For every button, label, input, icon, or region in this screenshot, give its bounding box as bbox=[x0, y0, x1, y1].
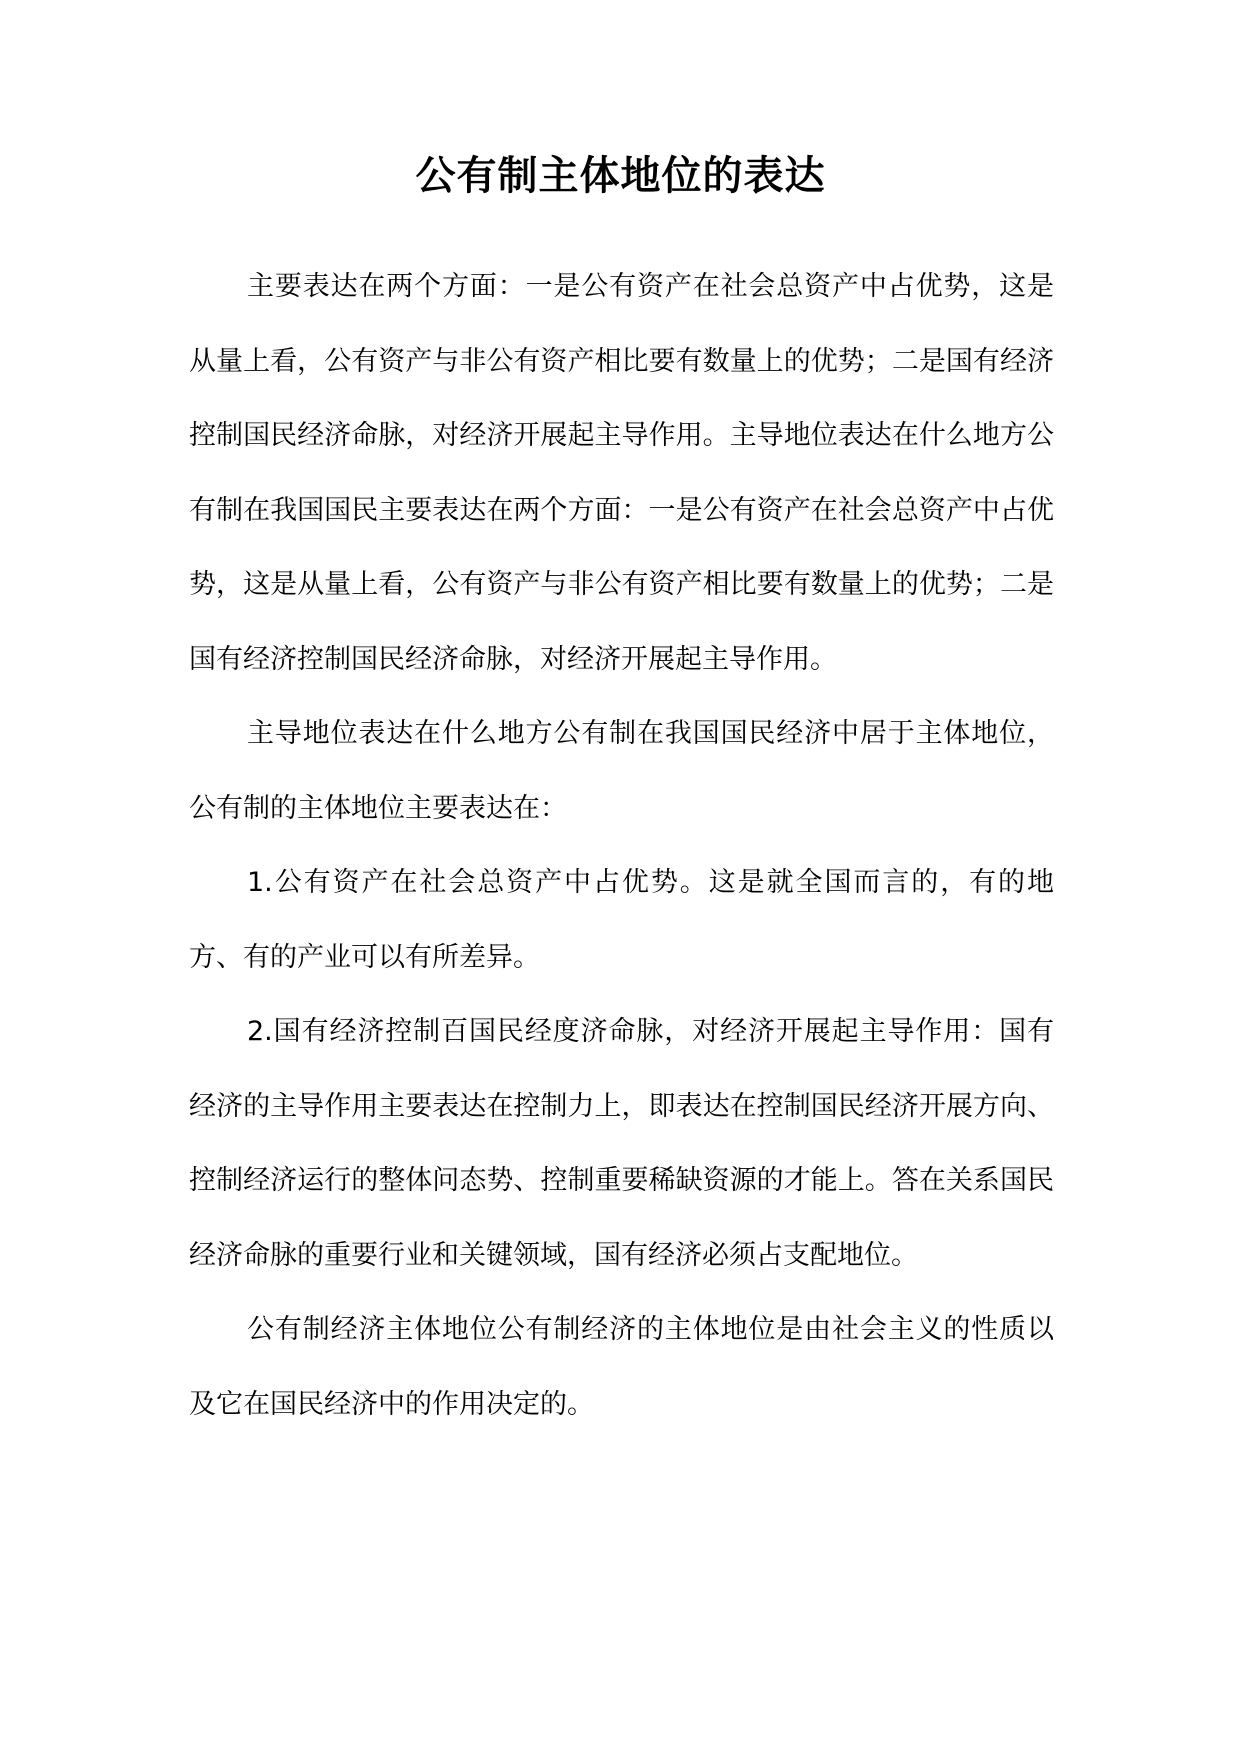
paragraph-2: 主导地位表达在什么地方公有制在我国国民经济中居于主体地位，公有制的主体地位主要表达在： bbox=[189, 718, 1054, 824]
document-body bbox=[189, 250, 1054, 1442]
paragraph-5: 公有制经济主体地位公有制经济的主体地位是由社会主义的性质以及它在国民经济中的作用决定的。 bbox=[189, 1314, 1054, 1420]
paragraph-1: 主要表达在两个方面：一是公有资产在社会总资产中占优势，这是从量上看，公有资产与非公有资产相比要有数量上的优势；二是国有经济控制国民经济命脉，对经济开展起主导作用。主导地位表达在什么地方公有制在我国国民主要表达在两个方面：一是公有资产在社会总资产中占优势，这是从量上看，公有资产与非公有资产相比要有数量上的优势；二是国有经济控制国民经济命脉，对经济开展起主导作用。 bbox=[189, 271, 1054, 675]
document-title: 公有制主体地位的表达 bbox=[415, 153, 826, 199]
paragraph-3-list-item-1: 1.公有资产在社会总资产中占优势。这是就全国而言的，有的地方、有的产业可以有所差异。 bbox=[189, 867, 1054, 973]
paragraph-4-list-item-2: 2.国有经济控制百国民经度济命脉，对经济开展起主导作用：国有经济的主导作用主要表达在控制力上，即表达在控制国民经济开展方向、控制经济运行的整体问态势、控制重要稀缺资源的才能上。答在关系国民经济命脉的重要行业和关键领域，国有经济必须占支配地位。 bbox=[189, 1016, 1054, 1271]
